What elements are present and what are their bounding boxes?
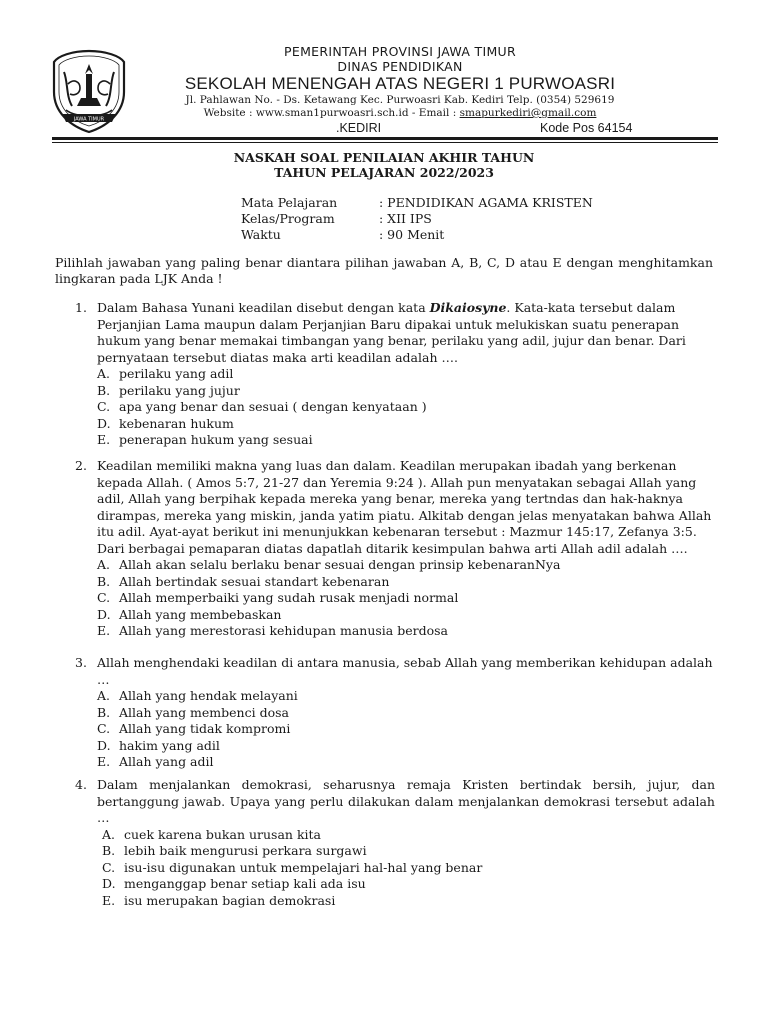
letterhead-agency: DINAS PENDIDIKAN — [337, 59, 463, 74]
option-list — [102, 827, 715, 910]
option-letter: A. — [97, 557, 111, 572]
option-text: Allah yang merestorasi kehidupan manusia berdosa — [119, 623, 449, 638]
option-text: cuek karena bukan urusan kita — [124, 826, 321, 842]
option-text: Allah bertindak sesuai standart kebenaran — [119, 573, 390, 589]
option-d[interactable] — [97, 738, 715, 755]
meta-row — [241, 227, 593, 243]
option-text: perilaku yang jujur — [119, 382, 240, 398]
province-emblem-icon — [50, 48, 128, 134]
option-text: lebih baik mengurusi perkara surgawi — [124, 843, 367, 858]
option-text: Allah yang tidak kompromi — [119, 721, 291, 736]
option-letter: C. — [97, 399, 111, 414]
option-b[interactable] — [97, 383, 715, 400]
question-number: 1. — [75, 300, 87, 315]
option-list — [97, 688, 715, 771]
option-letter: A. — [97, 688, 111, 703]
meta-key: Mata Pelajaran — [241, 195, 338, 210]
instruction-text: Pilihlah jawaban yang paling benar diantara pilihan jawaban A, B, C, D atau E dengan menghitamkan lingkaran pada LJK Anda ! — [55, 255, 713, 286]
option-d[interactable] — [97, 416, 715, 433]
question-1 — [75, 300, 715, 449]
option-a[interactable] — [97, 366, 715, 383]
letterhead-email[interactable]: smapurkediri@gmail.com — [459, 107, 597, 119]
option-text: Allah akan selalu berlaku benar sesuai dengan prinsip kebenaranNya — [119, 557, 561, 572]
letterhead-city: .KEDIRI — [336, 121, 382, 135]
question-stem: Allah menghendaki keadilan di antara manusia, sebab Allah yang memberikan kehidupan adalah … — [97, 655, 713, 687]
letterhead-address: Jl. Pahlawan No. - Ds. Ketawang Kec. Purwoasri Kab. Kediri Telp. (0354) 529619 — [185, 94, 615, 106]
option-a[interactable] — [97, 688, 715, 705]
option-c[interactable] — [97, 721, 715, 738]
letterhead-postal-code: Kode Pos 64154 — [540, 121, 633, 135]
option-e[interactable] — [97, 754, 715, 771]
option-text: isu-isu digunakan untuk mempelajari hal-hal yang benar — [124, 859, 483, 875]
option-c[interactable] — [97, 399, 715, 416]
option-e[interactable] — [97, 432, 715, 449]
option-letter: A. — [97, 366, 111, 381]
option-d[interactable] — [97, 607, 715, 624]
option-letter: D. — [97, 606, 111, 622]
meta-value: : PENDIDIKAN AGAMA KRISTEN — [379, 195, 593, 210]
meta-key: Waktu — [241, 227, 281, 242]
meta-row — [241, 195, 593, 211]
letterhead-government: PEMERINTAH PROVINSI JAWA TIMUR — [284, 44, 516, 59]
letterhead-school: SEKOLAH MENENGAH ATAS NEGERI 1 PURWOASRI — [184, 74, 616, 93]
option-text: penerapan hukum yang sesuai — [119, 432, 313, 447]
letterhead — [150, 44, 650, 136]
option-e[interactable] — [97, 623, 715, 640]
question-4 — [75, 777, 715, 909]
option-letter: B. — [97, 382, 111, 398]
question-number: 2. — [75, 458, 87, 473]
letterhead-contact — [150, 107, 650, 120]
option-text: Allah yang membebaskan — [119, 606, 282, 622]
meta-value: : XII IPS — [379, 211, 432, 226]
question-number: 3. — [75, 655, 87, 670]
exam-title-line2: TAHUN PELAJARAN 2022/2023 — [274, 165, 494, 180]
question-stem: Dalam menjalankan demokrasi, seharusnya remaja Kristen bertindak bersih, jujur, dan bertanggung jawab. Upaya yang perlu dilakukan dalam menjalankan demokrasi tersebut adalah … — [97, 777, 715, 825]
option-c[interactable] — [102, 860, 715, 877]
letterhead-website: Website : www.sman1purwoasri.sch.id - Email : — [203, 107, 460, 119]
stem-text: . Kata-kata tersebut dalam Perjanjian Lama maupun dalam Perjanjian Baru dipakai untuk melukiskan suatu penerapan hukum yang benar memakai timbangan yang benar, perilaku yang adil, jujur dan benar. Dari pernyataan tersebut diatas maka arti keadilan adalah …. — [97, 300, 686, 365]
option-a[interactable] — [102, 827, 715, 844]
stem-text: Dalam Bahasa Yunani keadilan disebut dengan kata — [97, 300, 430, 315]
letterhead-rule-thin — [52, 142, 718, 143]
letterhead-city-line — [150, 120, 650, 136]
option-letter: D. — [97, 415, 111, 431]
letterhead-rule-thick — [52, 137, 718, 140]
option-c[interactable] — [97, 590, 715, 607]
stem-emphasis: Dikaiosyne — [429, 300, 507, 315]
option-letter: A. — [102, 826, 116, 842]
option-e[interactable] — [102, 893, 715, 910]
option-text: Allah memperbaiki yang sudah rusak menjadi normal — [119, 590, 459, 605]
option-text: apa yang benar dan sesuai ( dengan kenyataan ) — [119, 399, 427, 414]
option-letter: C. — [102, 859, 116, 875]
option-list — [97, 557, 715, 640]
option-text: menganggap benar setiap kali ada isu — [124, 876, 366, 891]
option-text: Allah yang membenci dosa — [119, 704, 289, 720]
option-letter: C. — [97, 721, 111, 736]
option-text: isu merupakan bagian demokrasi — [124, 892, 336, 908]
option-letter: B. — [97, 704, 111, 720]
exam-meta — [241, 195, 593, 243]
meta-key: Kelas/Program — [241, 211, 335, 226]
option-b[interactable] — [102, 843, 715, 860]
option-letter: E. — [97, 432, 111, 447]
question-number: 4. — [75, 777, 87, 792]
option-letter: B. — [97, 573, 111, 589]
exam-title-line1: NASKAH SOAL PENILAIAN AKHIR TAHUN — [233, 150, 535, 165]
option-b[interactable] — [97, 705, 715, 722]
option-a[interactable] — [97, 557, 715, 574]
option-b[interactable] — [97, 574, 715, 591]
question-2 — [75, 458, 715, 640]
question-3 — [75, 655, 715, 771]
option-text: hakim yang adil — [119, 737, 220, 753]
option-text: Allah yang adil — [119, 754, 214, 769]
option-letter: C. — [97, 590, 111, 605]
question-stem — [97, 300, 715, 366]
option-text: kebenaran hukum — [119, 415, 234, 431]
meta-row — [241, 211, 593, 227]
option-text: perilaku yang adil — [119, 366, 234, 381]
option-letter: D. — [97, 737, 111, 753]
exam-title — [0, 150, 768, 180]
emblem-ribbon-text: JAWA TIMUR — [73, 116, 105, 123]
option-letter: E. — [102, 892, 116, 908]
option-letter: D. — [102, 876, 116, 891]
option-letter: E. — [97, 754, 111, 769]
option-list — [97, 366, 715, 449]
question-stem: Keadilan memiliki makna yang luas dan dalam. Keadilan merupakan ibadah yang berkenan kepada Allah. ( Amos 5:7, 21-27 dan Yeremia 9:24 ). Allah pun menyatakan sebagai Allah yang adil, Allah yang berpihak kepada mereka yang benar, mereka yang tertndas dan hak-haknya dirampas, mereka yang miskin, janda yatim piatu. Alkitab dengan jelas menyatakan bahwa Allah itu adil. Ayat-ayat berikut ini menunjukkan kebenaran tersebut : Mazmur 145:17, Zefanya 3:5. Dari berbagai pemaparan diatas dapatlah ditarik kesimpulan bahwa arti Allah adil adalah …. — [97, 458, 712, 556]
meta-value: : 90 Menit — [379, 227, 445, 242]
option-d[interactable] — [102, 876, 715, 893]
option-text: Allah yang hendak melayani — [119, 688, 298, 703]
option-letter: B. — [102, 843, 116, 858]
option-letter: E. — [97, 623, 111, 638]
